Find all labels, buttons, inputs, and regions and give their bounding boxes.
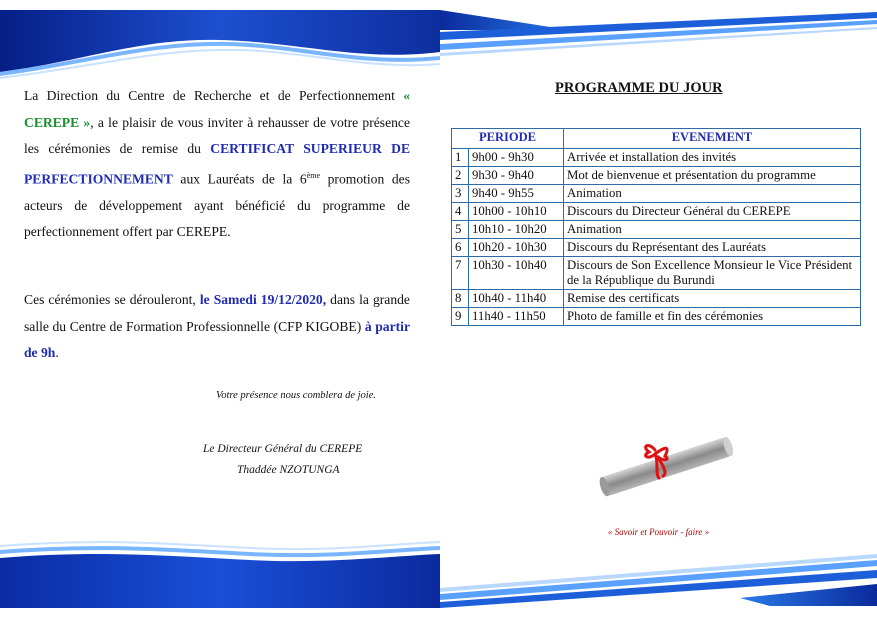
row-period: 11h40 - 11h50: [469, 308, 564, 326]
row-number: 1: [452, 149, 469, 167]
row-event: Photo de famille et fin des cérémonies: [564, 308, 861, 326]
top-stripe-decoration: [440, 0, 877, 60]
row-event: Animation: [564, 221, 861, 239]
row-period: 10h10 - 10h20: [469, 221, 564, 239]
diploma-scroll-icon: [593, 430, 743, 500]
top-wave-decoration: [0, 0, 440, 80]
event-header: EVENEMENT: [564, 129, 861, 149]
ceremony-paragraph: [24, 287, 410, 367]
row-number: 9: [452, 308, 469, 326]
ceremony-time: à partir de 9h: [24, 318, 410, 360]
programme-title: PROGRAMME DU JOUR: [555, 80, 723, 96]
table-row: [452, 149, 861, 167]
table-header-row: [452, 129, 861, 149]
row-number: 5: [452, 221, 469, 239]
bottom-wave-decoration: [0, 538, 440, 608]
row-event: Animation: [564, 185, 861, 203]
closing-note: Votre présence nous comblera de joie.: [216, 390, 376, 401]
row-period: 10h40 - 11h40: [469, 290, 564, 308]
table-row: [452, 203, 861, 221]
signature-title: Le Directeur Général du CEREPE: [203, 443, 363, 455]
row-period: 10h30 - 10h40: [469, 257, 564, 290]
motto: « Savoir et Pouvoir - faire »: [607, 527, 710, 537]
row-period: 10h20 - 10h30: [469, 239, 564, 257]
row-number: 7: [452, 257, 469, 290]
row-event: Discours du Directeur Général du CEREPE: [564, 203, 861, 221]
row-event: Arrivée et installation des invités: [564, 149, 861, 167]
row-number: 2: [452, 167, 469, 185]
cerepe-name: « CEREPE »: [24, 88, 411, 130]
period-header: PERIODE: [452, 129, 564, 149]
row-period: 9h00 - 9h30: [469, 149, 564, 167]
row-number: 8: [452, 290, 469, 308]
invitation-paragraph: [24, 83, 410, 246]
bottom-stripe-decoration: [440, 548, 877, 610]
text: La Direction du Centre de Recherche et de Perfectionnement: [24, 88, 395, 103]
row-event: Discours du Représentant des Lauréats: [564, 239, 861, 257]
row-number: 3: [452, 185, 469, 203]
table-row: [452, 167, 861, 185]
row-event: Remise des certificats: [564, 290, 861, 308]
table-row: [452, 308, 861, 326]
table-row: [452, 290, 861, 308]
row-period: 9h40 - 9h55: [469, 185, 564, 203]
text: , a le plaisir de vous inviter à rehausser de votre présence les cérémonies de remise du: [24, 114, 410, 156]
row-event: Mot de bienvenue et présentation du programme: [564, 167, 861, 185]
table-row: [452, 239, 861, 257]
text: .: [55, 345, 59, 360]
table-row: [452, 185, 861, 203]
table-row: [452, 257, 861, 290]
text: Ces cérémonies se dérouleront,: [24, 292, 196, 307]
superscript: ème: [306, 170, 321, 180]
row-event: Discours de Son Excellence Monsieur le Vice Président de la République du Burundi: [564, 257, 861, 290]
programme-table: [451, 128, 861, 326]
row-number: 6: [452, 239, 469, 257]
text: promotion des acteurs de développement ayant bénéficié du programme de perfectionnement offert par CEREPE.: [24, 171, 410, 240]
text: aux Lauréats de la 6: [180, 171, 307, 187]
text: dans la grande salle du Centre de Formation Professionnelle (CFP KIGOBE): [24, 292, 410, 334]
signature-name: Thaddée NZOTUNGA: [237, 464, 340, 476]
row-period: 10h00 - 10h10: [469, 203, 564, 221]
row-number: 4: [452, 203, 469, 221]
programme-rows: [452, 149, 861, 326]
table-row: [452, 221, 861, 239]
ceremony-date: le Samedi 19/12/2020,: [199, 292, 327, 307]
programme-panel: [440, 0, 877, 620]
row-period: 9h30 - 9h40: [469, 167, 564, 185]
certificate-title: CERTIFICAT SUPERIEUR DE PERFECTIONNEMENT: [24, 141, 411, 187]
